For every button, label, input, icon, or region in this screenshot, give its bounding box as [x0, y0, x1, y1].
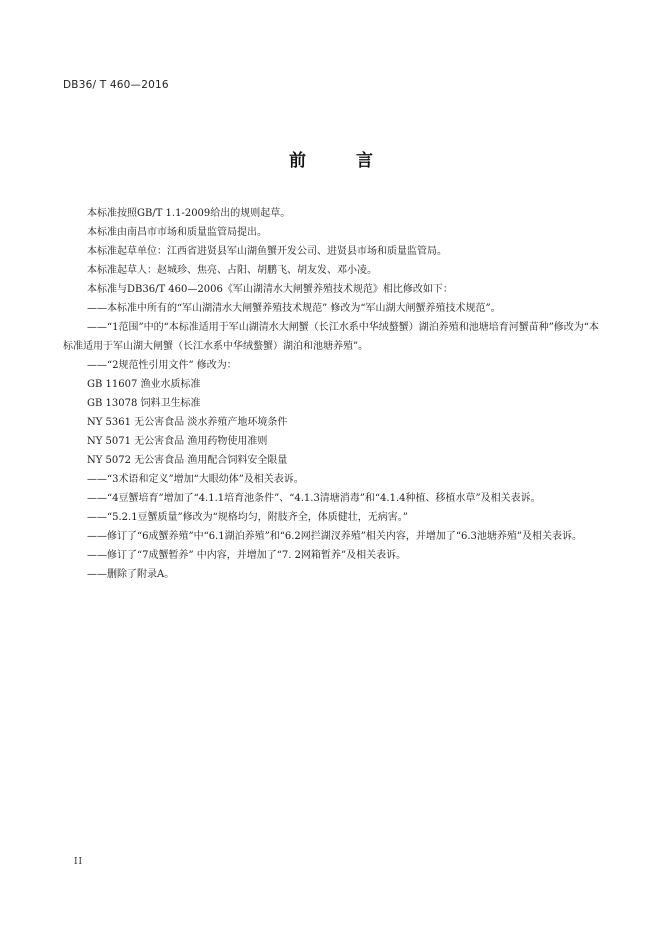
paragraph: 本标准起草单位：江西省进贤县军山湖鱼蟹开发公司、进贤县市场和质量监管局。 [87, 246, 447, 257]
paragraph: 本标准由南昌市市场和质量监管局提出。 [87, 227, 267, 238]
paragraph: 本标准按照GB/T 1.1-2009给出的规则起草。 [87, 208, 291, 219]
reference-item: GB 13078 饲料卫生标准 [87, 398, 201, 409]
reference-item: NY 5072 无公害食品 渔用配合饲料安全限量 [87, 455, 288, 466]
page-title: 前 言 [289, 151, 395, 171]
paragraph: ——修订了“7成蟹暂养” 中内容，并增加了“7. 2网箱暂养”及相关表诉。 [87, 550, 407, 561]
reference-item: NY 5361 无公害食品 淡水养殖产地环境条件 [87, 417, 288, 428]
paragraph: ——“4豆蟹培育”增加了“4.1.1培育池条件”、“4.1.3清塘消毒”和“4.1.4种植、移植水草”及相关表诉。 [87, 493, 541, 504]
page-number: II [74, 857, 84, 867]
paragraph: 本标准与DB36/T 460—2006《军山湖清水大闸蟹养殖技术规范》相比修改如下： [87, 284, 453, 295]
paragraph: ——“5.2.1豆蟹质量”修改为“规格均匀，附肢齐全，体质健壮，无病害。” [87, 512, 408, 523]
reference-item: NY 5071 无公害食品 渔用药物使用准则 [87, 436, 268, 447]
paragraph: ——修订了“6成蟹养殖”中“6.1湖泊养殖”和“6.2网拦湖汊养殖”相关内容，并增加了“6.3池塘养殖”及相关表诉。 [87, 531, 582, 542]
paragraph: ——“1范围”中的“本标准适用于军山湖清水大闸蟹（长江水系中华绒螯蟹）湖泊养殖和池塘培育河蟹苗种”修改为“本标准适用于军山湖大闸蟹（长江水系中华绒螯蟹）湖泊和池塘养殖”。 [63, 322, 599, 352]
paragraph: ——本标准中所有的“军山湖清水大闸蟹养殖技术规范” 修改为“军山湖大闸蟹养殖技术规范”。 [87, 303, 501, 314]
paragraph: 本标准起草人：赵城珍、焦亮、占阳、胡鹏飞、胡友发、邓小凌。 [87, 265, 377, 276]
foreword-body [63, 204, 603, 584]
paragraph: ——删除了附录A。 [87, 569, 175, 580]
paragraph: ——“2规范性引用文件” 修改为： [87, 360, 237, 371]
reference-item: GB 11607 渔业水质标准 [87, 379, 201, 390]
paragraph: ——“3术语和定义”增加“大眼幼体”及相关表诉。 [87, 474, 304, 485]
document-code: DB36/ T 460—2016 [63, 79, 169, 91]
